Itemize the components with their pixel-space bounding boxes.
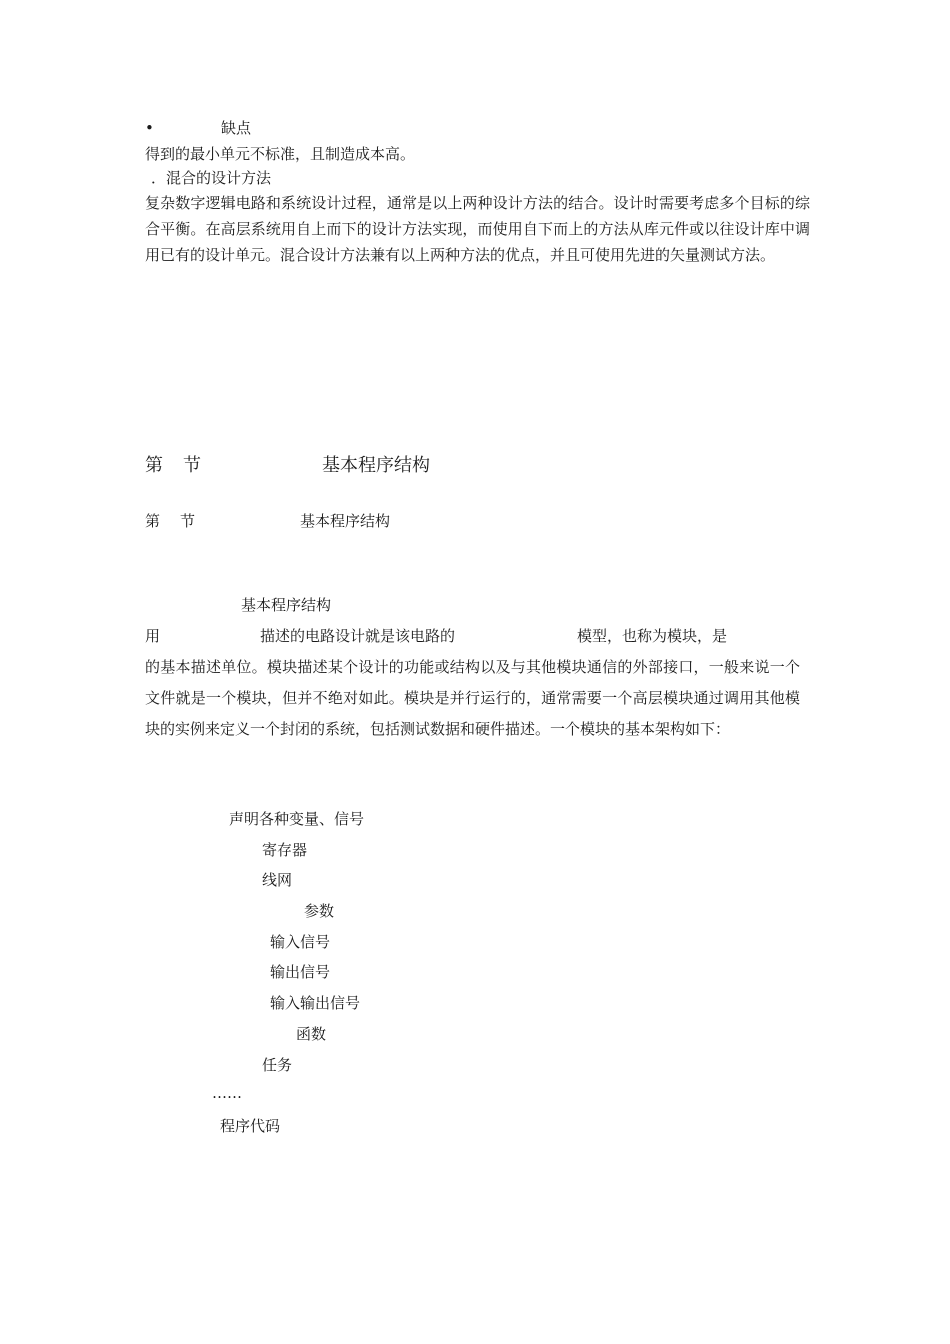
body-line1-a: 用: [145, 627, 161, 645]
section-title-jie: 节: [183, 455, 201, 476]
structure-task: 任务: [262, 1056, 293, 1074]
section-subtitle-di: 第: [145, 512, 161, 530]
structure-input: 输入信号: [270, 933, 331, 951]
body-subheading: 基本程序结构: [241, 596, 332, 614]
body-line1-c: 模型，也称为模块，是: [577, 627, 728, 645]
bullet-label: 缺点: [221, 119, 252, 137]
mixed-method-heading: ．混合的设计方法: [151, 169, 272, 187]
structure-inout: 输入输出信号: [270, 994, 361, 1012]
bullet-icon: •: [145, 119, 154, 137]
section-title-di: 第: [145, 455, 163, 476]
disadvantage-text: 得到的最小单元不标准，且制造成本高。: [145, 145, 416, 163]
structure-wire: 线网: [262, 871, 293, 889]
structure-declare: 声明各种变量、信号: [229, 810, 365, 828]
mixed-method-paragraph: 复杂数字逻辑电路和系统设计过程，通常是以上两种设计方法的结合。设计时需要考虑多个目标的综合平衡。在高层系统用自上而下的设计方法实现，而使用自下而上的方法从库元件或以往设计库中调用已有的设计单元。混合设计方法兼有以上两种方法的优点，并且可使用先进的矢量测试方法。: [145, 194, 810, 264]
section-subtitle: 基本程序结构: [300, 512, 391, 530]
body-line1-b: 描述的电路设计就是该电路的: [260, 627, 456, 645]
section-subtitle-jie: 节: [180, 512, 196, 530]
module-description-paragraph: 的基本描述单位。模块描述某个设计的功能或结构以及与其他模块通信的外部接口，一般来说一个文件就是一个模块，但并不绝对如此。模块是并行运行的，通常需要一个高层模块通过调用其他模块的实例来定义一个封闭的系统，包括测试数据和硬件描述。一个模块的基本架构如下：: [145, 658, 800, 738]
structure-output: 输出信号: [270, 963, 331, 981]
structure-ellipsis: ……: [212, 1084, 242, 1102]
structure-code: 程序代码: [220, 1117, 281, 1135]
structure-function: 函数: [296, 1025, 327, 1043]
structure-reg: 寄存器: [262, 841, 308, 859]
section-title: 基本程序结构: [322, 455, 430, 476]
structure-param: 参数: [304, 902, 335, 920]
